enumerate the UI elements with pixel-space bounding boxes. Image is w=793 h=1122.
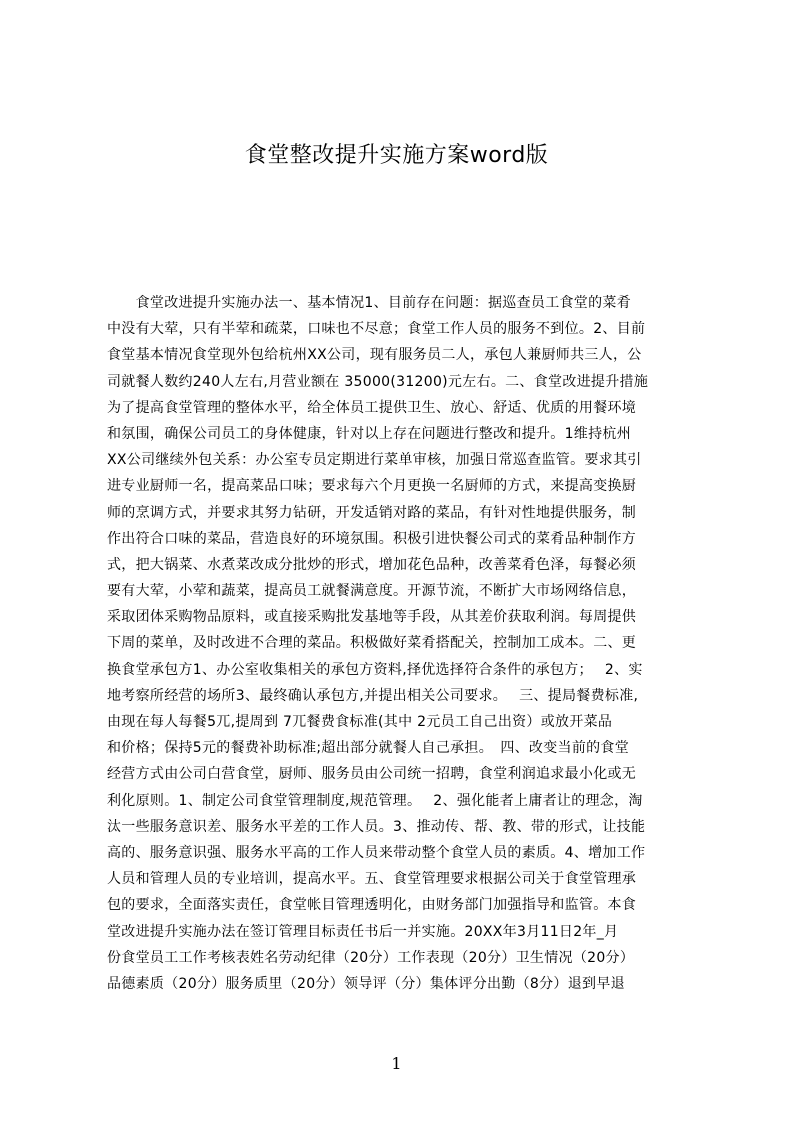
body-line: 要有大荤，小荤和蔬菜，提高员工就餐满意度。开源节流，不断扩大市场网络信息， [107,583,637,600]
body-line: 进专业厨师一名，提高菜品口味；要求每六个月更换一名厨师的方式，来提高变换厨 [107,478,637,495]
body-line: 份食堂员工工作考核表姓名劳动纪律（20分）工作表现（20分）卫生情况（20分） [107,949,635,966]
body-line: 品德素质（20分）服务质里（20分）领导评（分）集体评分出勤（8分）退到早退 [107,975,625,992]
page-number: 1 [391,1054,402,1073]
body-line: 经营方式由公司白营食堂，厨师、服务员由公司统一招聘，食堂利润追求最小化或无 [107,766,637,783]
body-line: 和氛围，确保公司员工的身体健康，针对以上存在问题进行整改和提升。1维持杭州 [107,425,632,442]
body-line: 作出符合口味的菜品，营造良好的环境氛围。积极引进快餐公司式的菜肴品种制作方 [107,530,637,547]
body-line: 食堂改进提升实施办法一、基本情况1、目前存在问题：据巡查员工食堂的菜肴 [107,295,632,311]
body-line: 司就餐人数约240人左右,月营业额在 35000(31200)元左右。二、食堂改进提升措施 [107,373,649,390]
body-line: 中没有大荤，只有半荤和疏菜，口味也不尽意；食堂工作人员的服务不到位。2、目前 [107,321,646,338]
body-line: 由现在每人每餐5兀,提周到 7兀餐费食标准(其中 2元员工自己出资）或放开菜品 [107,714,613,730]
body-line: 利化原则。1、制定公司食堂管理制度,规范管理。 2、强化能者上庸者让的理念，淘 [107,792,643,809]
body-text [107,290,697,992]
body-line: 高的、服务意识强、服务水平高的工作人员来带动整个食堂人员的素质。4、增加工作 [107,844,646,861]
body-line: 下周的菜单，及时改进不合理的菜品。积极做好菜肴搭配关，控制加工成本。二、更 [107,635,637,652]
body-line: 包的要求，全面落实责任，食堂帐目管理透明化，由财务部门加强指导和监管。本食 [107,897,637,914]
body-line: 堂改进提升实施办法在签订管理目标责任书后一并实施。20XX年3月11日2年_月 [107,923,619,940]
body-line: 师的烹调方式，并要求其努力钻研，开发适销对路的菜品，有针对性地提供服务，制 [107,504,637,521]
body-line: 汰一些服务意识差、服务水平差的工作人员。3、推动传、帮、教、带的形式，让技能 [107,818,646,835]
body-line: 地考察所经营的场所3、最终确认承包方,并提出相关公司要求。 三、提局餐费标准, [107,687,639,704]
body-line: XX公司继续外包关系：办公室专员定期进行菜单审核，加强日常巡查监管。要求其引 [107,452,642,469]
body-line: 人员和管理人员的专业培训，提高水平。五、食堂管理要求根据公司关于食堂管理承 [107,871,637,888]
body-line: 换食堂承包方1、办公室收集相关的承包方资料,择优选择符合条件的承包方； 2、实 [107,661,643,678]
body-line: 采取团体采购物品原料，或直接采购批发基地等手段，从其差价获取利润。每周提供 [107,609,637,626]
body-line: 和价格；保持5元的餐费补助标准;超出部分就餐人自己承担。 四、改变当前的食堂 [107,740,630,757]
document-title: 食堂整改提升实施方案word版 [244,143,549,168]
body-line: 食堂基本情况食堂现外包给杭州XX公司，现有服务员二人，承包人兼厨师共三人，公 [107,347,642,364]
body-line: 式，把大锅菜、水煮菜改成分批炒的形式，增加花色品种，改善菜肴色泽，每餐必须 [107,556,637,573]
body-line: 为了提高食堂管理的整体水平，给全体员工提供卫生、放心、舒适、优质的用餐环境 [107,399,637,416]
